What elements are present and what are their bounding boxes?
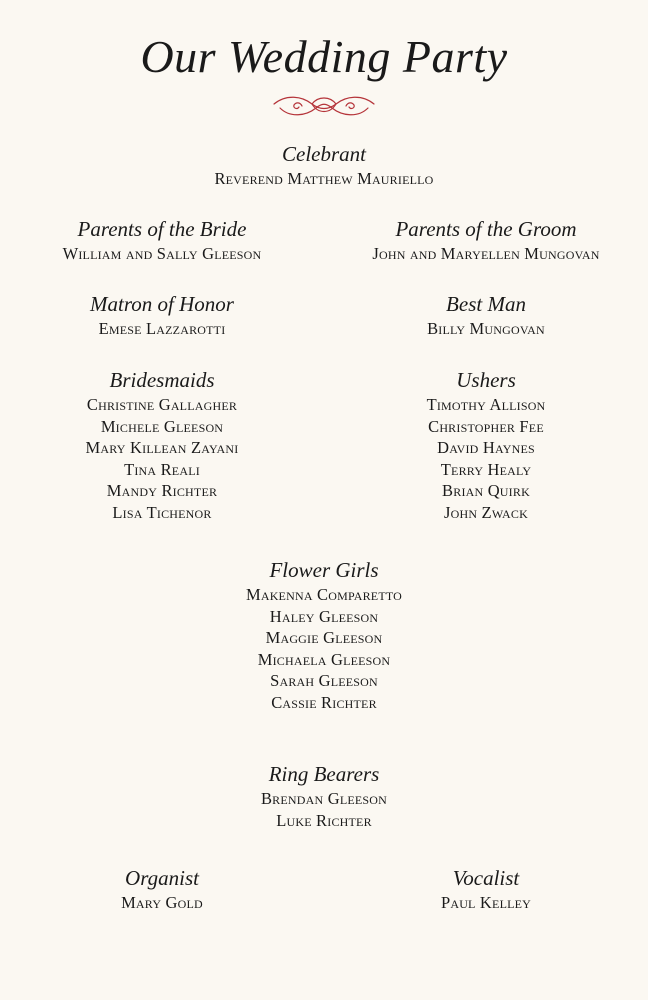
ushers-heading: Ushers (456, 368, 516, 392)
usher-name: Christopher Fee (428, 416, 544, 436)
usher-name: Timothy Allison (426, 395, 546, 414)
celebrant-heading: Celebrant (282, 142, 366, 166)
celebrant-section (0, 142, 648, 190)
bridesmaid-name: Lisa Tichenor (112, 502, 212, 522)
ring-bearer-name: Brendan Gleeson (260, 789, 388, 808)
flower-girl-name: Sarah Gleeson (270, 671, 378, 691)
bridesmaid-name: Tina Reali (124, 459, 200, 479)
usher-name: John Zwack (444, 502, 528, 522)
flower-girl-name: Michaela Gleeson (257, 649, 391, 669)
flower-girl-name: Haley Gleeson (269, 606, 379, 626)
usher-name: Terry Healy (440, 459, 532, 479)
celebrant-name: Reverend Matthew Mauriello (214, 169, 434, 188)
bridesmaids-heading: Bridesmaids (109, 368, 215, 392)
bridesmaid-name: Mary Killean Zayani (85, 438, 239, 458)
organist-name: Mary Gold (121, 893, 203, 912)
ring-bearers-heading: Ring Bearers (268, 762, 380, 786)
parents-bride-name: William and Sally Gleeson (62, 244, 262, 263)
usher-name: Brian Quirk (442, 481, 530, 501)
flower-girls-section (0, 558, 648, 714)
ring-bearers-section (0, 762, 648, 831)
ring-bearer-name: Luke Richter (276, 810, 372, 830)
vocalist-heading: Vocalist (452, 866, 520, 890)
organist-section (12, 866, 312, 914)
vocalist-name: Paul Kelley (440, 893, 532, 912)
bridesmaid-name: Mandy Richter (106, 481, 218, 501)
bridesmaids-section (12, 368, 312, 524)
flower-girl-name: Maggie Gleeson (265, 628, 383, 648)
organist-heading: Organist (125, 866, 199, 890)
flourish-ornament-icon (272, 92, 376, 122)
bridesmaid-name: Christine Gallagher (86, 395, 238, 414)
best-man-name: Billy Mungovan (427, 319, 545, 338)
bridesmaid-name: Michele Gleeson (100, 416, 224, 436)
parents-groom-section (336, 217, 636, 265)
best-man-heading: Best Man (446, 292, 526, 316)
flower-girl-name: Makenna Comparetto (245, 585, 403, 604)
parents-groom-heading: Parents of the Groom (395, 217, 577, 241)
usher-name: David Haynes (437, 438, 535, 458)
flower-girl-name: Cassie Richter (271, 692, 377, 712)
parents-bride-section (12, 217, 312, 265)
parents-bride-heading: Parents of the Bride (77, 217, 247, 241)
parents-groom-name: John and Maryellen Mungovan (372, 244, 600, 263)
best-man-section (336, 292, 636, 340)
ushers-section (336, 368, 636, 524)
page-title: Our Wedding Party (140, 31, 508, 82)
matron-heading: Matron of Honor (90, 292, 234, 316)
vocalist-section (336, 866, 636, 914)
matron-name: Emese Lazzarotti (98, 319, 226, 338)
flower-girls-heading: Flower Girls (269, 558, 379, 582)
matron-section (12, 292, 312, 340)
